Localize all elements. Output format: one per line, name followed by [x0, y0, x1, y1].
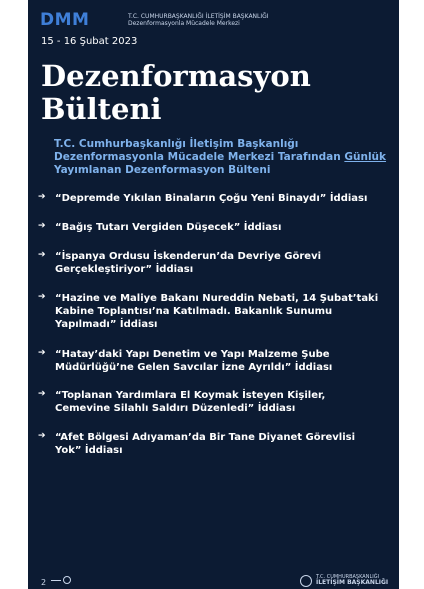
daily-link[interactable]: Günlük — [344, 151, 387, 163]
claim-title — [55, 389, 387, 415]
page-title — [41, 60, 381, 126]
claim-line: “Toplanan Yardımlara El Koymak İsteyen Kişiler, — [55, 390, 326, 401]
footer-logo-line-1: T.C. CUMHURBAŞKANLIĞI — [316, 574, 380, 580]
claim-title — [55, 431, 387, 457]
arrow-right-icon: ➔ — [38, 348, 46, 358]
claim-line: Müdürlüğü’ne Gelen Savcılar İzne Ayrıldı” İddiası — [55, 362, 333, 373]
claim-line: “Afet Bölgesi Adıyaman’da Bir Tane Diyanet Görevlisi — [55, 432, 356, 443]
arrow-right-icon: ➔ — [38, 192, 46, 202]
arrow-right-icon: ➔ — [38, 250, 46, 260]
claim-line: Cemevine Silahlı Saldırı Düzenledi” İddiası — [55, 403, 296, 414]
subtitle-line-2-text: Dezenformasyonla Mücadele Merkezi Tarafından — [54, 151, 345, 163]
claim-title — [55, 348, 387, 374]
title-line-1: Dezenformasyon — [41, 59, 311, 93]
subtitle-line-3: Yayımlanan Dezenformasyon Bülteni — [54, 164, 271, 176]
claim-line: Yapılmadı” İddiası — [55, 319, 158, 330]
claim-line: “Depremde Yıkılan Binaların Çoğu Yeni Binaydı” İddiası — [55, 193, 368, 204]
claim-title — [55, 292, 387, 331]
arrow-right-icon: ➔ — [38, 431, 46, 441]
logo-line-1: T.C. CUMHURBAŞKANLIĞI İLETİŞİM BAŞKANLIĞI — [128, 13, 269, 20]
footer-circle-icon — [63, 576, 71, 584]
claim-line: Kabine Toplantısı’na Katılmadı. Bakanlık Sunumu — [55, 306, 333, 317]
bulletin-date: 15 - 16 Şubat 2023 — [41, 36, 138, 47]
arrow-right-icon: ➔ — [38, 221, 46, 231]
footer-logo-line-2: İLETİŞİM BAŞKANLIĞI — [316, 579, 389, 586]
claim-title — [55, 192, 387, 205]
claim-line: Yok” İddiası — [55, 445, 123, 456]
seal-icon — [300, 575, 312, 587]
footer-divider — [51, 580, 61, 581]
footer-logo-text — [316, 574, 388, 586]
arrow-right-icon: ➔ — [38, 389, 46, 399]
subtitle-line-2 — [54, 151, 389, 164]
subtitle-line-1: T.C. Cumhurbaşkanlığı İletişim Başkanlığı — [54, 138, 299, 150]
claim-line: “Hatay’daki Yapı Denetim ve Yapı Malzeme Şube — [55, 349, 330, 360]
claim-line: “İspanya Ordusu İskenderun’da Devriye Görevi — [55, 251, 322, 262]
claim-title — [55, 221, 387, 234]
title-line-2: Bülteni — [41, 92, 162, 126]
page-number: 2 — [41, 578, 47, 587]
bulletin-page — [28, 0, 399, 589]
dmm-logo-subtitle — [128, 13, 269, 27]
arrow-right-icon: ➔ — [38, 292, 46, 302]
logo-line-2: Dezenformasyonla Mücadele Merkezi — [128, 20, 240, 27]
claim-line: Gerçekleştiriyor” İddiası — [55, 264, 194, 275]
claim-line: “Hazine ve Maliye Bakanı Nureddin Nebati, 14 Şubat’taki — [55, 293, 379, 304]
claim-line: “Bağış Tutarı Vergiden Düşecek” İddiası — [55, 222, 282, 233]
dmm-logo: DMM — [40, 10, 90, 30]
bulletin-subtitle — [54, 138, 389, 177]
dmm-header — [40, 10, 380, 32]
claim-title — [55, 250, 387, 276]
